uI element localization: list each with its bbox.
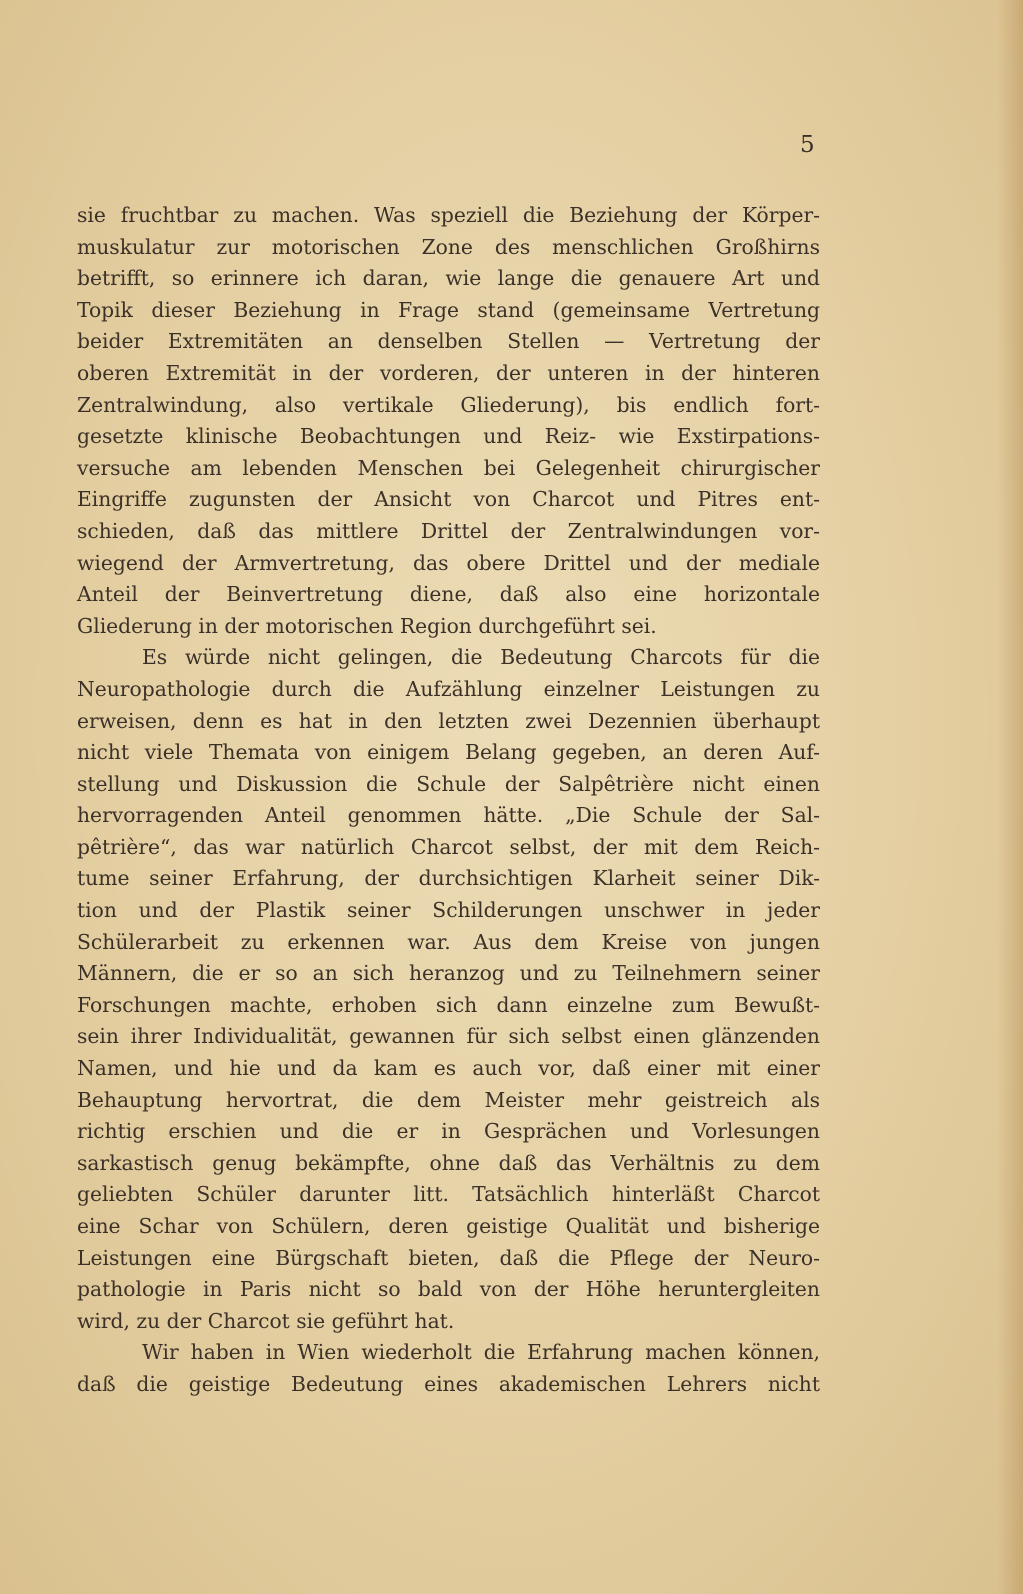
text-line: muskulatur zur motorischen Zone des menschlichen Großhirns [77,234,820,259]
text-line: stellung und Diskussion die Schule der Salpêtrière nicht einen [77,771,820,796]
text-line: Wir haben in Wien wiederholt die Erfahrung machen können, [142,1340,820,1365]
text-line: gesetzte klinische Beobachtungen und Reiz- wie Exstirpations- [77,424,820,449]
text-line: wiegend der Armvertretung, das obere Drittel und der mediale [77,550,820,575]
text-line: pêtrière“, das war natürlich Charcot selbst, der mit dem Reich- [77,834,820,859]
page-number: 5 [800,132,815,158]
text-line: Neuropathologie durch die Aufzählung einzelner Leistungen zu [77,676,820,701]
text-line: sein ihrer Individualität, gewannen für sich selbst einen glänzenden [77,1024,820,1049]
text-line: Namen, und hie und da kam es auch vor, daß einer mit einer [77,1056,820,1081]
text-line: Schülerarbeit zu erkennen war. Aus dem Kreise von jungen [77,929,820,954]
text-line: Eingriffe zugunsten der Ansicht von Charcot und Pitres ent- [77,487,820,512]
text-line: sarkastisch genug bekämpfte, ohne daß das Verhältnis zu dem [77,1150,820,1175]
text-line: schieden, daß das mittlere Drittel der Zentralwindungen vor- [77,518,820,543]
text-line: eine Schar von Schülern, deren geistige Qualität und bisherige [77,1214,820,1238]
text-line: sie fruchtbar zu machen. Was speziell die Beziehung der Körper- [77,203,820,227]
text-line: daß die geistige Bedeutung eines akademischen Lehrers nicht [77,1371,820,1396]
text-line: Leistungen eine Bürgschaft bieten, daß die Pflege der Neuro- [77,1245,820,1270]
text-line: beider Extremitäten an denselben Stellen — Vertretung der [77,329,820,354]
text-line: tume seiner Erfahrung, der durchsichtigen Klarheit seiner Dik- [77,866,820,891]
text-line: richtig erschien und die er in Gesprächen und Vorlesungen [77,1119,820,1144]
page-edge-shading [997,0,1023,1594]
text-line: oberen Extremität in der vorderen, der unteren in der hinteren [77,360,820,385]
text-line: betrifft, so erinnere ich daran, wie lange die genauere Art und [77,266,820,291]
text-line: Topik dieser Beziehung in Frage stand (gemeinsame Vertretung [77,297,820,322]
text-line: geliebten Schüler darunter litt. Tatsächlich hinterläßt Charcot [77,1182,820,1207]
text-line: tion und der Plastik seiner Schilderungen unschwer in jeder [77,898,820,923]
text-line: Behauptung hervortrat, die dem Meister mehr geistreich als [77,1087,820,1112]
text-line: Männern, die er so an sich heranzog und zu Teilnehmern seiner [77,961,820,986]
text-line: hervorragenden Anteil genommen hätte. „Die Schule der Sal- [77,803,820,828]
text-line: Gliederung in der motorischen Region durchgeführt sei. [77,613,657,638]
text-line: versuche am lebenden Menschen bei Gelegenheit chirurgischer [77,455,820,480]
text-line: erweisen, denn es hat in den letzten zwei Dezennien überhaupt [77,708,820,733]
text-line: nicht viele Themata von einigem Belang gegeben, an deren Auf- [77,740,820,765]
text-line: Es würde nicht gelingen, die Bedeutung Charcots für die [142,645,820,670]
text-line: wird, zu der Charcot sie geführt hat. [77,1308,455,1333]
text-line: Forschungen machte, erhoben sich dann einzelne zum Bewußt- [77,992,820,1017]
text-line: Anteil der Beinvertretung diene, daß also eine horizontale [77,582,820,607]
text-line: Zentralwindung, also vertikale Gliederung), bis endlich fort- [77,392,820,417]
body-text [77,200,820,1401]
text-line: pathologie in Paris nicht so bald von der Höhe heruntergleiten [77,1277,820,1302]
